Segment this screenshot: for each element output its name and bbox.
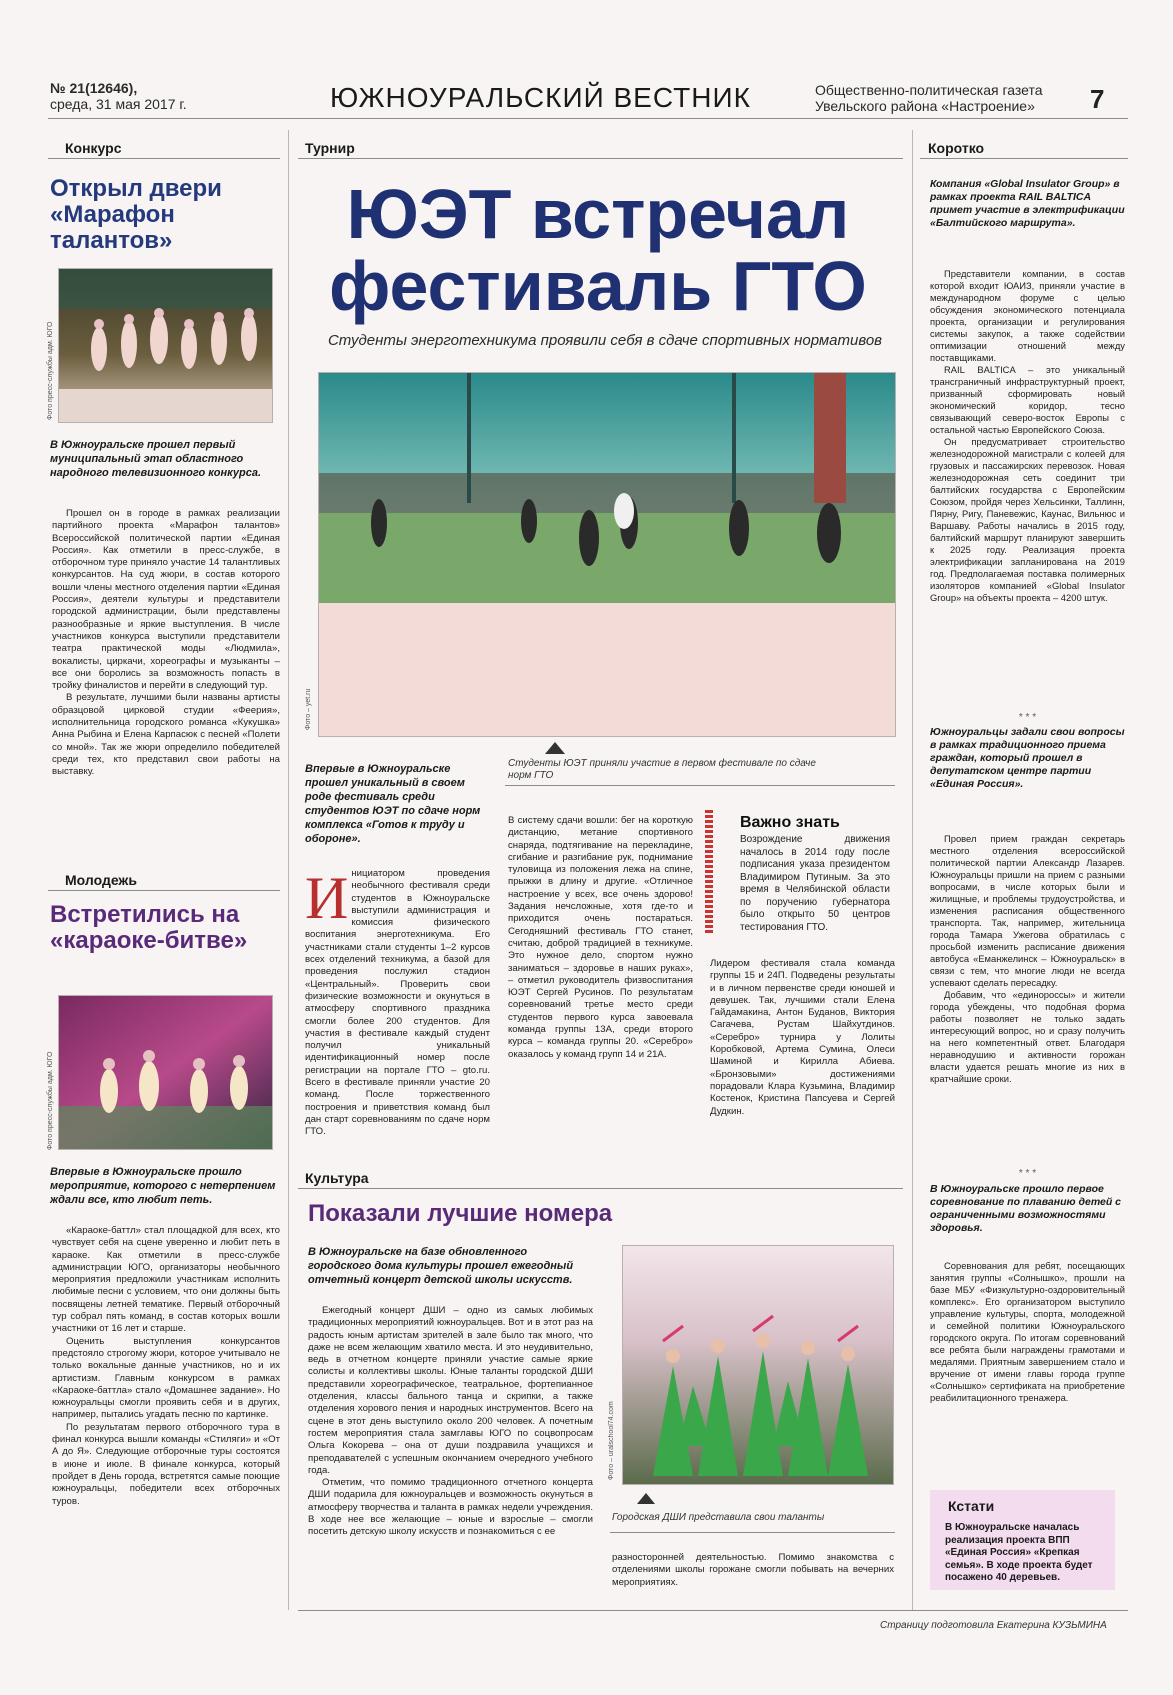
rubric-kultura: Культура <box>305 1170 369 1186</box>
paragraph: В результате, лучшими были названы артисты образцовой цирковой студии «Феерия», исполнительница городского романса «Кукушка» Анна Рыбина и Елена Карпасюк с песней «Полети со мной». Так же жюри определило победителей среди тех, кто представил свои работы на выставку. <box>52 692 280 778</box>
column-divider-left <box>288 130 289 1610</box>
paragraph: Представители компании, в состав которой входит ЮАИЗ, приняли участие в международном форуме с целью обсуждения экономического потенциала проекта, организации и регулирования системы закупок, а также содействии оптимизации отношений между поставщиками. <box>930 268 1125 363</box>
photo-credit-2: Фото пресс-службы адм. ЮГО <box>47 1051 54 1150</box>
photo-dancers <box>58 268 273 423</box>
kstati-box <box>930 1490 1115 1590</box>
column-divider-right <box>912 130 913 1610</box>
header-rule <box>48 118 1128 119</box>
stadium-image <box>319 373 896 737</box>
photo-credit-1: Фото пресс-службы адм. ЮГО <box>47 321 54 420</box>
body-gto-col1 <box>305 865 490 1139</box>
caption-concert: Городская ДШИ представила свои таланты <box>612 1512 825 1523</box>
caption-rule <box>505 785 895 786</box>
lead-gto: Впервые в Южноуральске прошел уникальный в своем роде фестиваль среди студентов ЮЭТ по сдаче норм комплекса «Готов к труду и обороне». <box>305 763 481 845</box>
dropcap: И <box>305 865 349 931</box>
body-culture-tail: разносторонней деятельностью. Помимо знакомства с отделениями школы горожане смогли побывать на вечерних мероприятиях. <box>612 1552 894 1588</box>
body-culture <box>308 1305 593 1539</box>
photo-stadium <box>318 372 896 737</box>
body-reception <box>930 833 1125 1085</box>
separator-stars: * * * <box>1018 712 1037 723</box>
issue-number: № 21(12646), <box>50 80 138 96</box>
body-gto-col3: Лидером фестиваля стала команда группы 15 и 24П. Подведены результаты и в личном первенстве среди юношей и девушек. Так, лучшими стали Елена Гайдамакина, Антон Буданов, Виктория Сагачева, Рустам Шайхутдинов. «Серебро» турнира у Лолиты Коробковой, Артема Сумина, Олеси Шаминой и Кирилла Абиева. «Бронзовыми» достижениями порадовали Клара Кузьмина, Владимир Костенок, Кристина Папсуева и Сергей Дудкин. <box>710 958 895 1117</box>
publisher-line-1: Общественно-политическая газета <box>815 82 1043 98</box>
concert-image <box>623 1246 894 1485</box>
headline-karaoke: Встретились на «караоке-битве» <box>50 901 248 954</box>
photo-credit-stadium: Фото – yet.ru <box>305 688 312 730</box>
footer-rule <box>298 1610 1128 1611</box>
paragraph: По результатам первого отборочного тура в финал конкурса вышли команды «Стиляги» и «От А до Я». Следующие отборочные туры состоятся в июне и июле. В финале конкурса, который пройдет в День города, встретятся самые поющие южноуральцы, победители всех отборочных туров. <box>52 1421 280 1507</box>
body-swimming <box>930 1260 1125 1404</box>
headline-marathon: Открыл двери «Марафон талантов» <box>50 175 222 254</box>
newspaper-title: ЮЖНОУРАЛЬСКИЙ ВЕСТНИК <box>330 82 751 113</box>
karaoke-image <box>59 996 273 1150</box>
rubric-rule <box>920 158 1128 159</box>
caption-rule <box>610 1532 895 1533</box>
paragraph: Отметим, что помимо традиционного отчетного концерта ДШИ подарила для южноуральцев и возможность окунуться в атмосферу творчества и таланта в рамках недели учреждения. В ходе нее все желающие – юные и взрослые – смогли посетить детскую школу искусств и познакомиться с ее <box>308 1477 593 1538</box>
important-title: Важно знать <box>740 814 840 831</box>
rubric-rule <box>298 158 903 159</box>
paragraph: RAIL BALTICA – это уникальный трансграничный инфраструктурный проект, призванный сформировать новый экономический коридор, тесно связывающий северо-восток Европы с остальной частью Европейского Союза. <box>930 364 1125 435</box>
caption-marker-icon <box>545 742 565 754</box>
rubric-korotko: Коротко <box>928 140 985 156</box>
lead-rail-baltica: Компания «Global Insulator Group» в рамках проекта RAIL BALTICA примет участие в электрификации «Балтийского маршрута». <box>930 178 1125 229</box>
rubric-rule <box>48 158 280 159</box>
photo-credit-concert: Фото – uralschool74.com <box>608 1401 615 1480</box>
paragraph: Оценить выступления конкурсантов предстояло строгому жюри, которое учитывало не только вокальные данные участников, но и их артистизм. Главным конкурсом в рамках «Караоке-баттла» стало «Домашнее задание». Но южноуральцы смогли проявить себя и в других, например, пытались угадать песню по картинке. <box>52 1335 280 1421</box>
lead-marathon: В Южноуральске прошел первый муниципальный этап областного народного телевизионного конкурса. <box>50 439 262 479</box>
body-marathon <box>52 508 280 779</box>
photo-concert <box>622 1245 894 1485</box>
headline-culture: Показали лучшие номера <box>308 1200 613 1227</box>
body-karaoke <box>52 1225 280 1508</box>
page-number: 7 <box>1090 84 1105 114</box>
important-marker <box>705 810 713 935</box>
paragraph: Провел прием граждан секретарь местного отделения всероссийской политической партии Александр Лазарев. Южноуральцы пришли на прием с разными вопросами, в числе которых были и жилищные, и проблемы трудоустройства, и изменения расписания общественного транспорта. Так, например, жительница города Тамара Ужегова обратилась с просьбой изменить расписание движения автобуса «Еманжелинск – Южноуральск» в связи с тем, что многие люди не всегда успевают сделать пересадку. <box>930 833 1125 988</box>
body-gto-col2: В систему сдачи вошли: бег на короткую дистанцию, метание спортивного снаряда, подтягивание на перекладине, сгибание и разгибание рук, поднимание туловища из положения лежа на спине, прыжки в длину и другие. «Отличное настроение у всех, все очень здорово! Задания нечсложные, хотя где-то и приходится очень постараться. Сегодняшний фестиваль ГТО станет, считаю, доброй традицией в техникуме. Это нужное дело, спортом нужно заниматься – здоровье в наших руках», – отметил руководитель физвоспитания ЮЭТ Сергей Русинов. По результатам соревнований третье место среди студентов первого курса завоевала команда группы 13А, среди второго курса – команда группы 20. «Серебро» оказалось у команд групп 14 и 21А. <box>508 815 693 1060</box>
lead-swimming: В Южноуральске прошло первое соревнование по плаванию детей с ограниченными возможностями здоровья. <box>930 1183 1122 1234</box>
rubric-rule <box>48 890 280 891</box>
paragraph: Добавим, что «единороссы» и жители города убеждены, что подобная форма работы позволяет не только задать интересующий вопрос, но и сразу получить на него компетентный ответ. Благодаря неравнодушию и активности горожан власти удается решать многие из них в кратчайшие сроки. <box>930 989 1125 1084</box>
caption-marker-icon <box>637 1493 655 1504</box>
headline-gto: ЮЭТ встречал фестиваль ГТО <box>329 175 867 325</box>
publisher-info <box>815 82 1043 114</box>
rubric-molodezh: Молодежь <box>65 872 137 888</box>
lead-culture: В Южноуральске на базе обновленного городского дома культуры прошел ежегодный отчетный концерт детской школы искусств. <box>308 1246 574 1286</box>
paragraph: нициатором проведения необычного фестиваля среди студентов в Южноуральске выступили администрация и комиссия физического воспитания энерготехникума. Его участниками стали студенты 1–2 курсов всех отделений техникума, а базой для проведения послужил стадион «Центральный». Проверить свои физические возможности и окунуться в атмосферу спортивного праздника смогли более 200 студентов. Для участия в фестивале каждый студент получил уникальный идентификационный номер после регистрации на портале ГТО – gto.ru. Всего в фестивале приняли участие 20 команд. После торжественного построения и приветствия команд был дан старт соревнованиям по сдаче норм ГТО. <box>305 868 490 1138</box>
dancers-image <box>59 269 273 423</box>
paragraph: Ежегодный концерт ДШИ – одно из самых любимых традиционных мероприятий южноуральцев. Вот и в этот раз на радость юным артистам зрителей в зале было так много, что даже не всем желающим хватило места. И это неудивительно, ведь в отчетном концерте приняли участие самые яркие солисты и коллективы школы. Юные таланты городской ДШИ представили хореографическое, театральное, фортепианное отделения, классы бального танца и скрипки, а также отделения хорового пения и народных инструментов. Всего на сцене в этот день выступило около 200 человек. А почетным гостем мероприятия стала замглавы ЮГО по соцвопросам Ольга Кокорева – она от души поздравила учащихся и преподавателей с успешным окончанием очередного учебного года. <box>308 1305 593 1476</box>
footer-credit: Страницу подготовила Екатерина КУЗЬМИНА <box>880 1620 1107 1631</box>
rubric-turnir: Турнир <box>305 140 355 156</box>
important-text: Возрождение движения началось в 2014 году после подписания указа президентом Владимиром Путиным. За это время в Челябинской области по поручению губернатора было открыто 50 центров тестирования ГТО. <box>740 834 890 933</box>
paragraph: Соревнования для ребят, посещающих занятия группы «Солнышко», прошли на базе МБУ «Физкультурно-оздоровительный комплекс». Его организатором выступило управление культуры, спорта, молодежной и семейной политики Южноуральского городского округа. По итогам соревнований все ребята были награждены грамотами и медалями. Приятным завершением стало и вручение от имени главы города группе «Солнышко» сертификата на приобретение реабилитационного тренажера. <box>930 1260 1125 1403</box>
paragraph: «Караоке-баттл» стал площадкой для всех, кто чувствует себя на сцене уверенно и любит петь в караоке. Как отметили в пресс-службе администрации ЮГО, организаторы необычного мероприятия предложили участникам исполнить любимые песни с условием, что они должны быть посвящены летней тематике. Первый отборочный тур собрал пять команд, в состав которых вошли участники от 16 лет и старше. <box>52 1225 280 1335</box>
kstati-title: Кстати <box>948 1498 995 1514</box>
body-rail-baltica <box>930 268 1125 604</box>
publisher-line-2: Увельского района «Настроение» <box>815 98 1035 114</box>
rubric-rule <box>298 1188 903 1189</box>
rubric-konkurs: Конкурс <box>65 140 122 156</box>
subtitle-gto: Студенты энерготехникума проявили себя в сдаче спортивных нормативов <box>327 332 883 349</box>
lead-karaoke: Впервые в Южноуральске прошло мероприятие, которого с нетерпением ждали все, кто любит петь. <box>50 1166 276 1206</box>
photo-karaoke <box>58 995 273 1150</box>
lead-reception: Южноуральцы задали свои вопросы в рамках традиционного приема граждан, который прошел в депутатском центре партии «Единая Россия». <box>930 726 1125 790</box>
paragraph: Прошел он в городе в рамках реализации партийного проекта «Марафон талантов» Всероссийской политической партии «Единая Россия». Как отметили в пресс-службе, в отборочном туре приняло участие 14 талантливых конкурсантов. На суд жюри, в состав которого вошли члены местного отделения партии «Единая Россия», деятели культуры и представители городской администрации, были представлены разнообразные и яркие выступления. В числе участников конкурса выступили представители театра практической моды «Людмила», вокалисты, циркачи, хореографы и музыканты – все они боролись за возможность попасть в тройку финалистов и перейти в следующий тур. <box>52 508 280 692</box>
separator-stars: * * * <box>1018 1168 1037 1179</box>
issue-date: среда, 31 мая 2017 г. <box>50 96 187 112</box>
paragraph: Он предусматривает строительство железнодорожной магистрали с колеей для грузовых и пассажирских перевозок. Новая железнодорожная сеть соединит три балтийских государства с Европейским Союзом, пройдя через Хельсинки, Таллинн, Пярну, Ригу, Паневежис, Каунас, Вильнюс и Варшаву. Работы начались в 2015 году, балтийский маршрут планируют завершить к 2025 году. Реализация проекта электрификации запланирована на 2019 год. Предполагаемая поставка полимерных изоляторов компанией «Global Insulator Group» на объекты проекта – 4200 штук. <box>930 436 1125 603</box>
caption-stadium: Студенты ЮЭТ приняли участие в первом фестивале по сдаче норм ГТО <box>508 758 816 781</box>
kstati-text: В Южноуральске началась реализация проекта ВПП «Единая Россия» «Крепкая семья». В ходе проекта будет посажено 40 деревьев. <box>945 1522 1093 1583</box>
